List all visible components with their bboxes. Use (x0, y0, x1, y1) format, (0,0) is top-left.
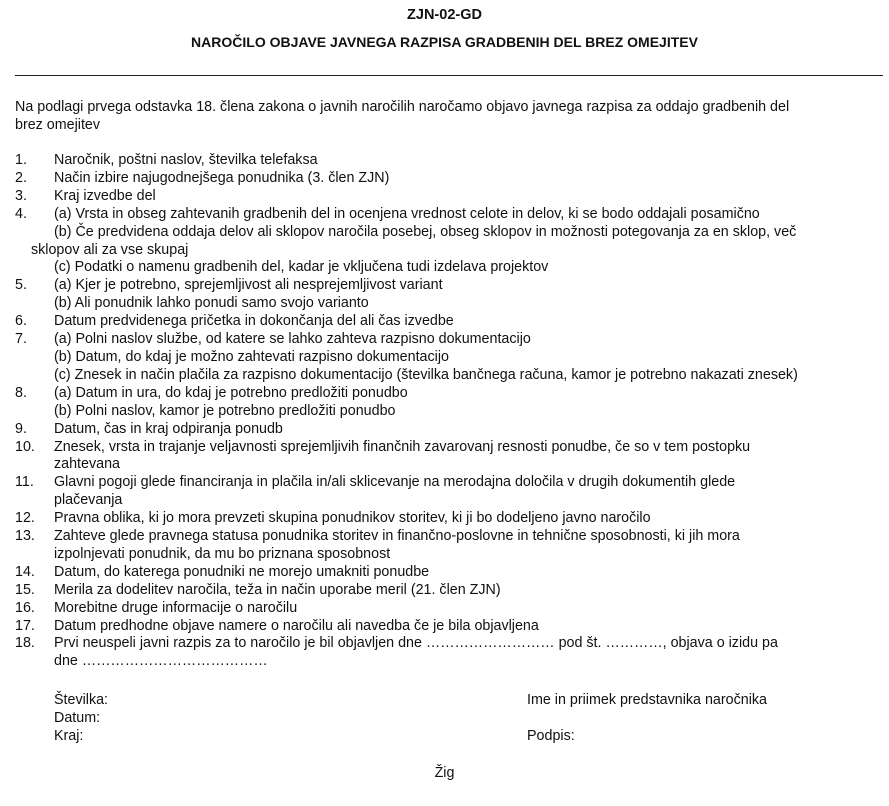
item-number: 3. (15, 187, 27, 204)
stamp-label: Žig (434, 765, 455, 781)
list-subitem: (c) Podatki o namenu gradbenih del, kadar je vključena tudi izdelava projektov (54, 259, 549, 276)
item-text: (a) Datum in ura, do kdaj je potrebno predložiti ponudbo (54, 384, 408, 401)
list-item (15, 528, 887, 546)
date-label: Datum: (54, 709, 101, 726)
signature-label: Podpis: (527, 727, 575, 744)
list-item (15, 421, 887, 439)
list-item (15, 331, 887, 349)
item-text: Merila za dodelitev naročila, teža in način uporabe meril (21. člen ZJN) (54, 581, 501, 598)
item-number: 13. (15, 528, 35, 545)
item-number: 7. (15, 331, 27, 348)
item-number: 4. (15, 205, 27, 222)
signature-left-block (54, 692, 108, 746)
item-text: Način izbire najugodnejšega ponudnika (3. člen ZJN) (54, 169, 390, 186)
item-text: Kraj izvedbe del (54, 187, 156, 204)
item-text: Pravna oblika, ki jo mora prevzeti skupina ponudnikov storitev, ki ji bo dodeljeno javno naročilo (54, 510, 651, 527)
item-number: 5. (15, 277, 27, 294)
representative-label: Ime in priimek predstavnika naročnika (527, 692, 767, 708)
list-item-continuation: izpolnjevati ponudnik, da mu bo priznana sposobnost (54, 545, 391, 562)
title-divider (15, 75, 883, 76)
item-text: Morebitne druge informacije o naročilu (54, 599, 298, 616)
form-code: ZJN-02-GD (407, 7, 482, 23)
item-list (15, 152, 887, 671)
list-subitem: (b) Polni naslov, kamor je potrebno predložiti ponudbo (54, 402, 396, 419)
list-item (15, 152, 887, 170)
item-text: Prvi neuspeli javni razpis za to naročilo je bil objavljen dne ……………………… pod št. …………, objava o izidu pa (54, 635, 778, 652)
item-text: Datum, do katerega ponudniki ne morejo umakniti ponudbe (54, 563, 430, 580)
list-item (15, 510, 887, 528)
list-item (15, 600, 887, 618)
list-item-continuation: zahtevana (54, 456, 120, 473)
list-subitem-continuation: sklopov ali za vse skupaj (31, 241, 189, 258)
list-item (15, 188, 887, 206)
item-number: 18. (15, 635, 35, 652)
item-number: 2. (15, 169, 27, 186)
list-item (15, 206, 887, 224)
list-item (15, 635, 887, 653)
item-text: (a) Polni naslov službe, od katere se lahko zahteva razpisno dokumentacijo (54, 331, 531, 348)
list-subitem: (b) Ali ponudnik lahko ponudi samo svojo varianto (54, 295, 369, 312)
list-subitem: (b) Datum, do kdaj je možno zahtevati razpisno dokumentacijo (54, 348, 449, 365)
list-item (15, 313, 887, 331)
item-text: (a) Vrsta in obseg zahtevanih gradbenih del in ocenjena vrednost celote in delov, ki se bodo oddajali posamično (54, 205, 760, 222)
item-number: 15. (15, 581, 35, 598)
item-number: 14. (15, 563, 35, 580)
item-number: 8. (15, 384, 27, 401)
list-item (15, 277, 887, 295)
place-label: Kraj: (54, 727, 84, 744)
item-text: (a) Kjer je potrebno, sprejemljivost ali nesprejemljivost variant (54, 277, 443, 294)
list-item (15, 564, 887, 582)
intro-paragraph (15, 99, 885, 135)
number-label: Številka: (54, 692, 109, 708)
item-text: Datum predvidenega pričetka in dokončanja del ali čas izvedbe (54, 313, 454, 330)
item-number: 16. (15, 599, 35, 616)
item-number: 9. (15, 420, 27, 437)
form-title: NAROČILO OBJAVE JAVNEGA RAZPISA GRADBENIH DEL BREZ OMEJITEV (191, 34, 698, 50)
list-item (15, 385, 887, 403)
item-text: Datum predhodne objave namere o naročilu ali navedba če je bila objavljena (54, 617, 539, 634)
item-number: 12. (15, 510, 35, 527)
list-item (15, 170, 887, 188)
item-number: 1. (15, 152, 27, 168)
list-item-continuation: plačevanja (54, 492, 123, 509)
signature-right-block (527, 692, 767, 746)
list-subitem: (b) Če predvidena oddaja delov ali sklopov naročila posebej, obseg sklopov in možnosti potegovanja za en sklop, več (54, 223, 797, 240)
list-item-continuation: dne ………………………………… (54, 653, 268, 670)
list-item (15, 618, 887, 636)
item-text: Glavni pogoji glede financiranja in plačila in/ali sklicevanje na merodajna določila v drugih dokumentih glede (54, 474, 736, 491)
item-text: Zahteve glede pravnega statusa ponudnika storitev in finančno-poslovne in tehnične sposobnosti, ki jih mora (54, 528, 740, 545)
list-item (15, 439, 887, 457)
item-text: Datum, čas in kraj odpiranja ponudb (54, 420, 283, 437)
intro-line-1: Na podlagi prvega odstavka 18. člena zakona o javnih naročilih naročamo objavo javnega razpisa za oddajo gradbenih del (15, 99, 790, 115)
list-item (15, 474, 887, 492)
item-number: 10. (15, 438, 35, 455)
item-number: 6. (15, 313, 27, 330)
item-number: 17. (15, 617, 35, 634)
item-text: Znesek, vrsta in trajanje veljavnosti sprejemljivih finančnih zavarovanj resnosti ponudbe, če so v tem postopku (54, 438, 751, 455)
item-text: Naročnik, poštni naslov, številka telefaksa (54, 152, 318, 168)
list-subitem: (c) Znesek in način plačila za razpisno dokumentacijo (številka bančnega računa, kamor je potrebno nakazati znesek) (54, 366, 798, 383)
item-number: 11. (15, 474, 34, 491)
intro-line-2: brez omejitev (15, 116, 101, 133)
list-item (15, 582, 887, 600)
